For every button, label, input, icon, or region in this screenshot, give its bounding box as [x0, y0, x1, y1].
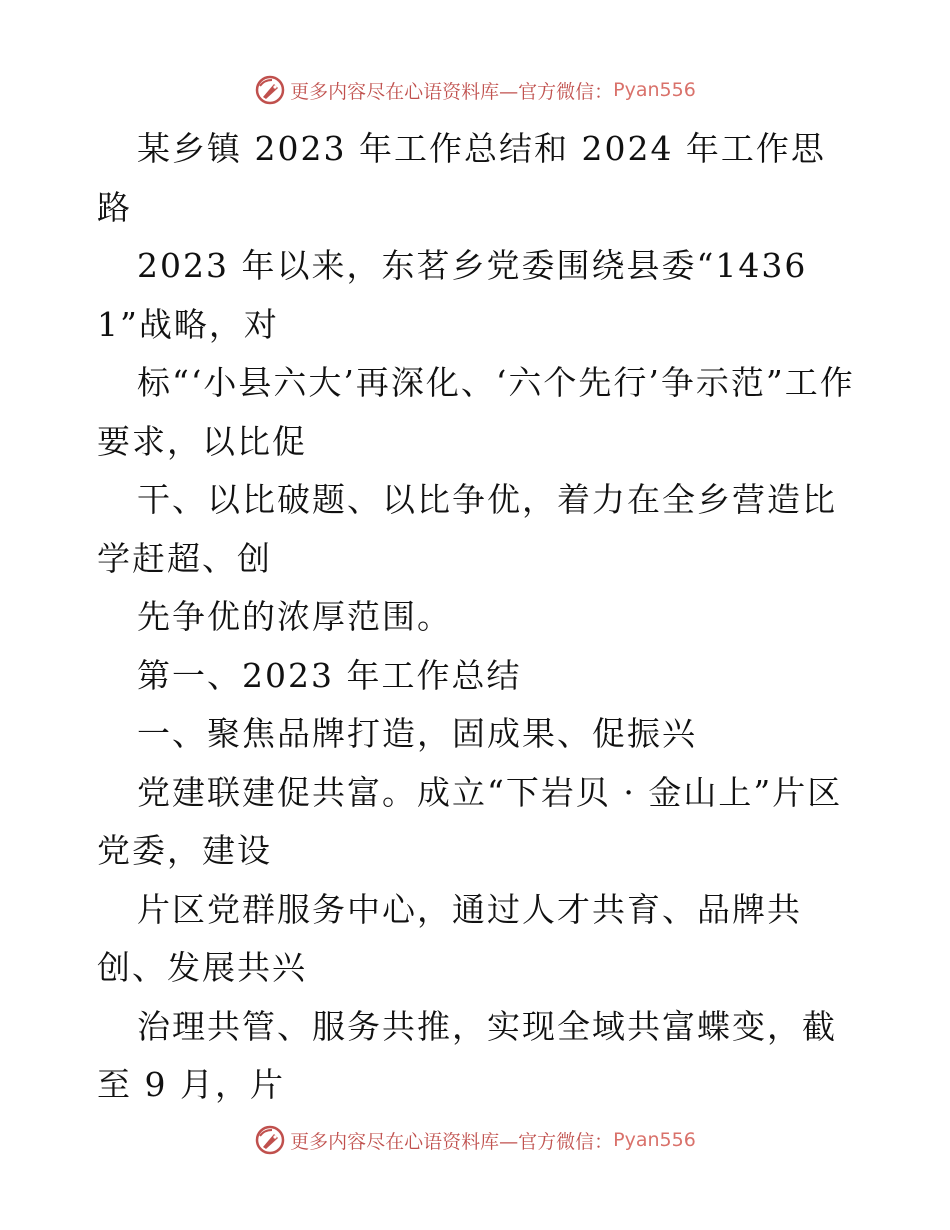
paragraph: 党建联建促共富。成立“下岩贝 · 金山上”片区党委，建设	[97, 772, 843, 870]
watermark-wechat-id: Pyan556	[613, 1129, 696, 1151]
watermark-banner-bottom	[0, 1120, 950, 1160]
paragraph: 2023 年以来，东茗乡党委围绕县委“14361”战略，对	[97, 246, 808, 344]
watermark-promo-text: 更多内容尽在心语资料库—官方微信：	[290, 80, 614, 103]
paragraph: 片区党群服务中心，通过人才共育、品牌共创、发展共兴	[97, 889, 802, 987]
paragraph: 治理共管、服务共推，实现全域共富蝶变，截至 9 月，片	[97, 1006, 837, 1104]
watermark-banner-top	[0, 70, 950, 110]
paragraph: 先争优的浓厚范围。	[137, 597, 452, 636]
watermark-wechat-id: Pyan556	[613, 79, 696, 101]
pen-nib-logo-icon	[254, 1124, 286, 1156]
pen-nib-logo-icon	[254, 74, 286, 106]
paragraph: 标“‘小县六大’再深化、‘六个先行’争示范”工作要求，以比促	[97, 363, 855, 461]
document-title: 某乡镇 2023 年工作总结和 2024 年工作思路	[97, 129, 826, 227]
document-body	[97, 120, 857, 1115]
section-heading: 第一、2023 年工作总结	[137, 655, 522, 695]
paragraph: 干、以比破题、以比争优，着力在全乡营造比学赶超、创	[97, 480, 837, 578]
watermark-promo-text: 更多内容尽在心语资料库—官方微信：	[290, 1130, 614, 1153]
subsection-heading: 一、聚焦品牌打造，固成果、促振兴	[137, 714, 697, 753]
